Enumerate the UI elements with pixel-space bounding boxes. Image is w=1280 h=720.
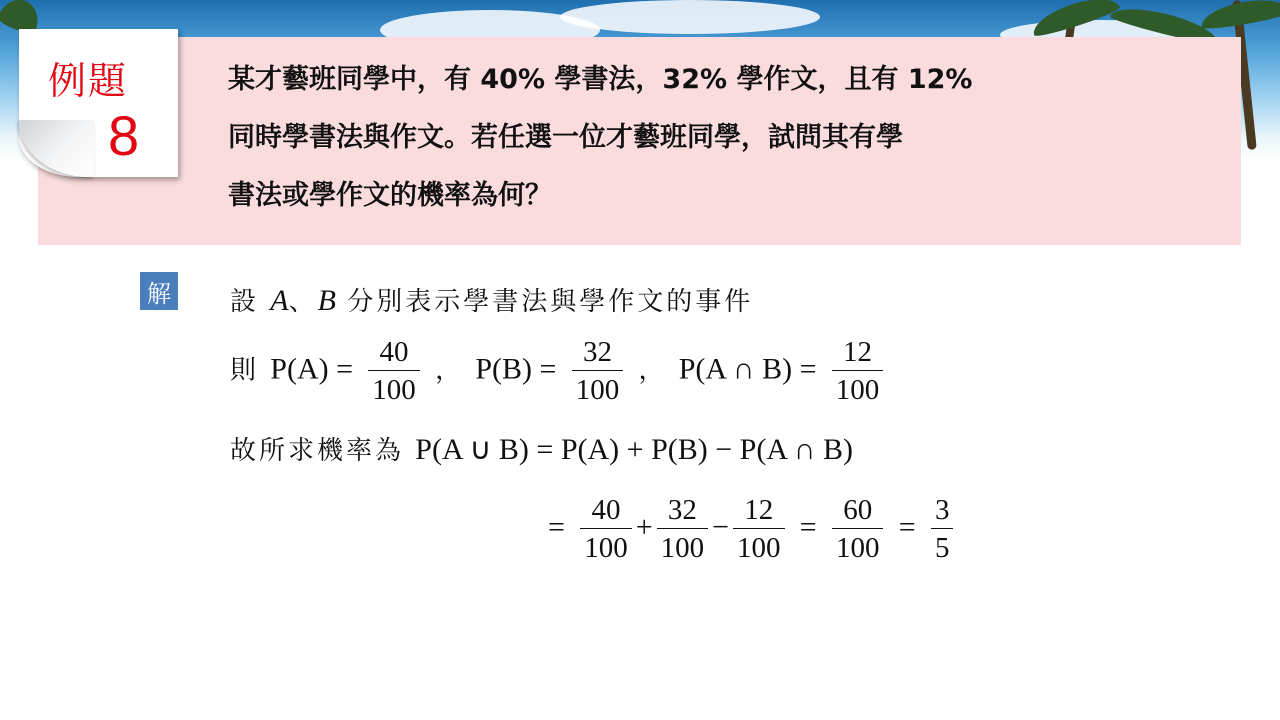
example-number: 8: [108, 104, 140, 167]
cloud-2: [560, 0, 820, 34]
fraction-pab-den: 100: [835, 374, 880, 406]
fraction-pb-den: 100: [575, 374, 620, 406]
comma-2: ，: [638, 355, 668, 386]
question-line-1: 某才藝班同學中，有 40% 學書法，32% 學作文，且有 12%: [228, 64, 973, 95]
fraction-40-num: 40: [591, 494, 621, 526]
solution-line-2: [230, 334, 887, 409]
fraction-pb-num: 32: [582, 336, 612, 368]
fraction-pa-den: 100: [372, 374, 416, 406]
fraction-3-5-num: 3: [934, 494, 950, 526]
union-formula: P(A ∪ B) = P(A) + P(B) − P(A ∩ B): [415, 433, 854, 466]
prob-a-and-b: P(A ∩ B) =: [678, 352, 817, 386]
fraction-12-num: 12: [744, 494, 774, 526]
intro-post: 分別表示學書法與學作文的事件: [335, 287, 754, 317]
event-a: A: [270, 284, 289, 317]
line3-prefix: 故所求機率為: [230, 436, 405, 466]
fraction-60: [832, 492, 884, 567]
solution-line-3: [230, 430, 853, 467]
page-curl-icon: [19, 120, 94, 177]
fraction-60-num: 60: [843, 494, 873, 526]
fraction-pa: [368, 334, 420, 409]
fraction-32: [657, 492, 709, 567]
solution-badge: 解: [140, 272, 178, 310]
fraction-pa-num: 40: [379, 336, 409, 368]
equals-3: =: [898, 510, 916, 544]
fraction-32-den: 100: [660, 532, 705, 564]
fraction-pab: [832, 334, 884, 409]
fraction-3-5: [931, 492, 954, 567]
question-line-2: 同時學書法與作文。若任選一位才藝班同學，試問其有學: [228, 122, 903, 153]
prob-b: P(B) =: [475, 352, 557, 386]
minus-sign: −: [712, 510, 730, 544]
line2-prefix: 則: [230, 355, 260, 386]
prob-a: P(A) =: [270, 352, 354, 386]
fraction-60-den: 100: [835, 532, 880, 564]
intro-pre: 設: [230, 287, 271, 317]
fraction-pb: [572, 334, 624, 409]
fraction-32-num: 32: [667, 494, 697, 526]
intro-sep: 、: [288, 287, 318, 317]
fraction-12: [733, 492, 785, 567]
fraction-pab-num: 12: [843, 336, 873, 368]
example-label: 例題: [48, 59, 129, 103]
solution-line-4: [548, 492, 957, 567]
fraction-12-den: 100: [737, 532, 781, 564]
plus-sign: +: [635, 510, 653, 544]
fraction-40-den: 100: [584, 532, 628, 564]
equals-1: =: [548, 510, 565, 544]
solution-intro: [230, 281, 753, 318]
equals-2: =: [799, 510, 817, 544]
fraction-40: [580, 492, 632, 567]
question-line-3: 書法或學作文的機率為何？: [228, 180, 552, 211]
event-b: B: [317, 284, 336, 317]
question-box: [38, 37, 1241, 245]
comma-1: ，: [435, 355, 465, 386]
fraction-3-5-den: 5: [934, 532, 950, 564]
